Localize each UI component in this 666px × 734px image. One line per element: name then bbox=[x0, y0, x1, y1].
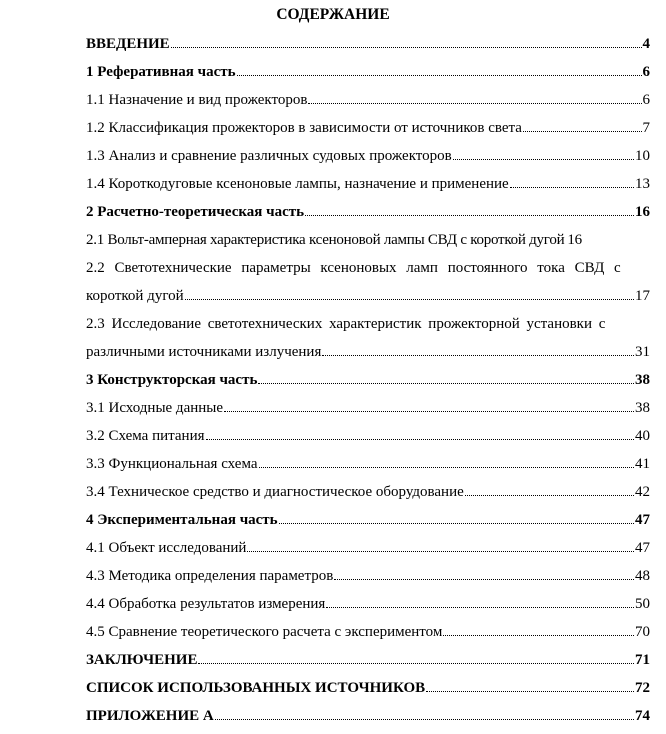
toc-page-number: 16 bbox=[567, 232, 582, 248]
toc-entry-text: 1 Реферативная часть bbox=[86, 64, 236, 80]
table-of-contents bbox=[86, 30, 650, 730]
dot-leader bbox=[198, 650, 634, 664]
toc-entry-section-2[interactable] bbox=[86, 198, 650, 226]
toc-page-number: 47 bbox=[635, 540, 650, 556]
toc-entry-references[interactable] bbox=[86, 674, 650, 702]
toc-page-number: 38 bbox=[635, 372, 650, 388]
dot-leader bbox=[237, 62, 642, 76]
toc-entry-1-3[interactable] bbox=[86, 142, 650, 170]
toc-entry-2-3[interactable] bbox=[86, 310, 650, 366]
toc-page-number: 41 bbox=[635, 456, 650, 472]
dot-leader bbox=[247, 538, 634, 552]
toc-entry-text: 3 Конструкторская часть bbox=[86, 372, 258, 388]
toc-entry-text: 3.3 Функциональная схема bbox=[86, 456, 258, 472]
toc-entry-text-line2: различными источниками излучения bbox=[86, 344, 322, 360]
toc-entry-1-2[interactable] bbox=[86, 114, 650, 142]
toc-page-number: 7 bbox=[642, 120, 650, 136]
toc-page-number: 72 bbox=[635, 680, 650, 696]
toc-entry-text: 2.1 Вольт-амперная характеристика ксеноновой лампы СВД с короткой дугой bbox=[86, 232, 565, 248]
dot-leader bbox=[443, 622, 634, 636]
dot-leader bbox=[171, 34, 642, 48]
toc-entry-4-1[interactable] bbox=[86, 534, 650, 562]
toc-page-number: 40 bbox=[635, 428, 650, 444]
dot-leader bbox=[453, 146, 634, 160]
toc-entry-text: ЗАКЛЮЧЕНИЕ bbox=[86, 652, 198, 668]
toc-page-number: 6 bbox=[642, 92, 650, 108]
toc-page-number: 48 bbox=[635, 568, 650, 584]
toc-entry-text: 1.2 Классификация прожекторов в зависимости от источников света bbox=[86, 120, 522, 136]
dot-leader bbox=[279, 510, 634, 524]
toc-entry-text: 3.4 Техническое средство и диагностическое оборудование bbox=[86, 484, 464, 500]
document-title: СОДЕРЖАНИЕ bbox=[276, 6, 390, 23]
toc-entry-3-1[interactable] bbox=[86, 394, 650, 422]
toc-page-number: 6 bbox=[642, 64, 650, 80]
toc-page-number: 42 bbox=[635, 484, 650, 500]
toc-entry-text: СПИСОК ИСПОЛЬЗОВАННЫХ ИСТОЧНИКОВ bbox=[86, 680, 426, 696]
dot-leader bbox=[259, 454, 635, 468]
toc-entry-4-4[interactable] bbox=[86, 590, 650, 618]
toc-entry-4-5[interactable] bbox=[86, 618, 650, 646]
dot-leader bbox=[224, 398, 634, 412]
toc-entry-text: 1.4 Короткодуговые ксеноновые лампы, назначение и применение bbox=[86, 176, 509, 192]
toc-entry-3-2[interactable] bbox=[86, 422, 650, 450]
toc-entry-1-1[interactable] bbox=[86, 86, 650, 114]
toc-page-number: 71 bbox=[635, 652, 650, 668]
toc-page-number: 38 bbox=[635, 400, 650, 416]
toc-entry-introduction[interactable] bbox=[86, 30, 650, 58]
toc-entry-text: 1.3 Анализ и сравнение различных судовых прожекторов bbox=[86, 148, 452, 164]
toc-page-number: 50 bbox=[635, 596, 650, 612]
dot-leader bbox=[322, 342, 634, 356]
toc-entry-2-1[interactable] bbox=[86, 226, 650, 254]
toc-page-number: 13 bbox=[635, 176, 650, 192]
toc-entry-text: 3.2 Схема питания bbox=[86, 428, 205, 444]
dot-leader bbox=[326, 594, 634, 608]
toc-entry-3-3[interactable] bbox=[86, 450, 650, 478]
toc-entry-2-2[interactable] bbox=[86, 254, 650, 310]
toc-entry-3-4[interactable] bbox=[86, 478, 650, 506]
dot-leader bbox=[465, 482, 634, 496]
toc-entry-appendix-a[interactable] bbox=[86, 702, 650, 730]
toc-entry-section-1[interactable] bbox=[86, 58, 650, 86]
dot-leader bbox=[206, 426, 635, 440]
toc-entry-text: 2 Расчетно-теоретическая часть bbox=[86, 204, 305, 220]
dot-leader bbox=[565, 230, 566, 243]
toc-page-number: 10 bbox=[635, 148, 650, 164]
toc-entry-text: 3.1 Исходные данные bbox=[86, 400, 224, 416]
dot-leader bbox=[308, 90, 641, 104]
toc-entry-conclusion[interactable] bbox=[86, 646, 650, 674]
toc-entry-text: 1.1 Назначение и вид прожекторов bbox=[86, 92, 308, 108]
toc-page-number: 17 bbox=[635, 288, 650, 304]
toc-page-number: 70 bbox=[635, 624, 650, 640]
toc-page-number: 16 bbox=[635, 204, 650, 220]
dot-leader bbox=[334, 566, 634, 580]
toc-entry-4-3[interactable] bbox=[86, 562, 650, 590]
toc-page-number: 47 bbox=[635, 512, 650, 528]
dot-leader bbox=[258, 370, 634, 384]
dot-leader bbox=[185, 286, 634, 300]
toc-entry-1-4[interactable] bbox=[86, 170, 650, 198]
toc-page-number: 4 bbox=[642, 36, 650, 52]
dot-leader bbox=[305, 202, 634, 216]
toc-entry-text-line2: короткой дугой bbox=[86, 288, 184, 304]
toc-entry-text-line1: 2.2 Светотехнические параметры ксеноновых ламп постоянного тока СВД с bbox=[86, 260, 621, 276]
dot-leader bbox=[215, 706, 634, 720]
toc-entry-text: ВВЕДЕНИЕ bbox=[86, 36, 170, 52]
toc-page-number: 74 bbox=[635, 708, 650, 724]
toc-entry-text: 4.3 Методика определения параметров bbox=[86, 568, 334, 584]
toc-entry-text: 4 Экспериментальная часть bbox=[86, 512, 278, 528]
toc-entry-text-line1: 2.3 Исследование светотехнических характеристик прожекторной установки с bbox=[86, 316, 606, 332]
toc-entry-section-4[interactable] bbox=[86, 506, 650, 534]
dot-leader bbox=[426, 678, 634, 692]
toc-page-number: 31 bbox=[635, 344, 650, 360]
dot-leader bbox=[523, 118, 642, 132]
toc-entry-text: ПРИЛОЖЕНИЕ А bbox=[86, 708, 214, 724]
dot-leader bbox=[510, 174, 634, 188]
toc-entry-section-3[interactable] bbox=[86, 366, 650, 394]
toc-entry-text: 4.4 Обработка результатов измерения bbox=[86, 596, 326, 612]
toc-entry-text: 4.5 Сравнение теоретического расчета с экспериментом bbox=[86, 624, 443, 640]
toc-entry-text: 4.1 Объект исследований bbox=[86, 540, 247, 556]
